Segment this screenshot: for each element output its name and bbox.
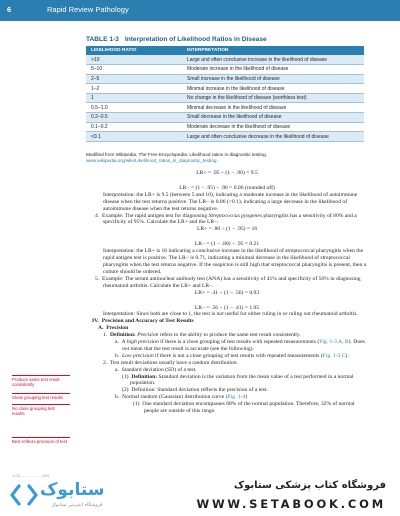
def-1a-text-end: mean that the test result is accurate (see the following). [129,345,254,352]
interpretation-paragraph-3 [86,311,368,318]
def-1-number: 1. [103,332,110,339]
watermark-store-name: فروشگاه کتاب پزشکی ستابوک [233,480,386,491]
interpretation-cell: Minimal decrease in the likelihood of disease [182,103,364,113]
margin-note-best-precision: Best reflects precision of test [12,439,67,444]
margin-note-no-grouping: No close grouping test results [12,406,55,417]
ratio-cell: >10 [86,55,182,65]
def-1-italic: Precision [137,332,159,339]
def-1-term: Definition: [110,332,136,339]
table-label: TABLE 1-3 [86,36,119,43]
interpretation-cell: Small decrease in the likelihood of disease [182,113,364,123]
definition-sd-precision: (2) Definition: Standard deviation reflects the precision of a test. [122,387,268,394]
ratio-cell: 0.5–1.0 [86,103,182,113]
interp-3-text-end: useful for either ruling in or ruling out rheumatoid arthritis. [223,311,358,318]
column-header-interpretation: INTERPRETATION [182,46,364,55]
gaussian-text: b. Normal random (Gaussian) distribution curve ( [115,394,228,401]
interpretation-cell: Moderate increase in the likelihood of disease [182,65,364,75]
gaussian-text-end: ) [245,394,248,401]
table-row [86,74,364,84]
def-1a-prefix: a. A [115,339,127,346]
table-header-row [86,46,364,55]
example-item-5: 5. Example: The serum antinuclear antibody test (ANA) has a sensitivity of 41% and specificity of 56% in diagnosing rheumatoid arthritis. Calculate the LR+ and LR−. [95,275,361,289]
item-random-distribution: 2. Test result deviations usually have a random distribution. [103,359,238,366]
table-row [86,122,364,132]
item-one-sd: (1) One standard deviation encompasses 68% of the normal population. Therefore, 32% of normal people are outside of this range. [133,401,355,415]
ratio-cell: 0.2–0.5 [86,113,182,123]
section-heading-iv: IV. Precision and Accuracy of Test Results [92,318,194,325]
margin-rule [12,375,70,376]
def-1a-emphasis: not [122,345,130,352]
table-source-note [86,152,366,164]
example-4-text-end: pharyngitis has a sensitivity of 80% and a specificity of 95%. Calculate the LR+ and the LR−. [103,212,357,226]
definition-standard-deviation [86,374,368,388]
definition-high-precision [86,339,368,353]
watermark-url[interactable]: WWW.SETABOOK.COM [196,497,386,511]
def-1a-italic: high precision [126,339,159,346]
table-row [86,113,364,123]
equation-lr-negative-1: LR− = (1 − .95) ÷ .90 = 0.06 (rounded off) [179,184,275,191]
page-header-bar [0,0,400,21]
interp-3-emphasis: not [216,311,224,318]
def-1a-text: if there is a close grouping of test results with repeated measurements ( [158,339,320,346]
def-1b-text-end: ). [345,352,349,359]
table-row [86,84,364,94]
interpretation-cell: Minimal increase in the likelihood of disease [182,84,364,94]
example-4-organism: Streptococcus pyogenes [208,212,262,219]
logo-text: ستابوک [40,480,105,500]
example-item-4 [86,213,368,227]
interpretation-paragraph-2: Interpretation: the LR+ is 16 indicating a conclusive increase in the likelihood of streptococcal pharyngitis when the rapid antigen test is positive. The LR− is 0.71, indicating a minimal decrease in the likelihood of streptococcal pharyngitis when the test returns negative. If the suspicion is still high that streptococcal pharyngitis is present, then a culture should be ordered. [103,248,367,275]
column-header-ratio: LIKELIHOOD RATIO [86,46,182,55]
example-4-text: 4. Example: The rapid antigen test for diagnosing [95,212,209,219]
definition-low-precision [86,353,368,360]
equation-lr-positive-2: LR+ = .80 ÷ (1 − .95) = 16 [196,226,258,233]
figure-ref-1-3ab[interactable]: Fig. 1-3 A, B [319,339,349,346]
definition-precision [86,332,368,339]
equation-lr-positive-1: LR+ = .95 ÷ (1 − .90) = 9.5 [196,170,258,176]
source-text: Modified from Wikipedia, The Free Encyclopedia: Likelihood ratios in diagnostic testing. [86,152,267,157]
table-row [86,132,364,142]
margin-rule [12,404,70,405]
def-1b-prefix: b. [115,352,122,359]
ratio-cell: 1 [86,93,182,103]
ratio-cell: 1–2 [86,84,182,94]
footer-code: 1-02-...................000 [12,473,50,478]
ratio-cell: 0.1–0.2 [86,122,182,132]
table-row [86,93,364,103]
table-title: Interpretation of Likelihood Ratios in Disease [124,36,267,43]
table-row [86,65,364,75]
sd-def-number: (1) [122,373,132,380]
def-1b-text: if there is not a close grouping of test results with repeated measurements ( [153,352,323,359]
margin-note-close-grouping: Close grouping test results [12,395,63,400]
interpretation-cell: Moderate decrease in the likelihood of disease [182,122,364,132]
ratio-cell: 2–5 [86,74,182,84]
margin-note-consistency: Produce same test result consistently [12,377,60,388]
sd-def-term: Definition: [131,373,158,380]
margin-rule [12,437,70,438]
source-link[interactable]: www.wikipedia.org/wiki/Likelihood_ratios_in_diagnostic_testing. [86,158,218,163]
ratio-cell: 5–10 [86,65,182,75]
def-1b-italic: Low precision [122,352,154,359]
interpretation-cell: Large and often conclusive decrease in the likelihood of disease [182,132,364,142]
logo-subtitle: فروشگاه اینترنتی ستابوک [51,503,103,508]
def-1-text: refers to the ability to produce the same test result consistently. [158,332,301,339]
figure-ref-1-4[interactable]: Fig. 1-4 [227,394,246,401]
table-row [86,55,364,65]
interpretation-cell: Small increase in the likelihood of disease [182,74,364,84]
likelihood-ratio-table [86,46,364,142]
page-number: 6 [7,5,12,14]
interpretation-paragraph-1: Interpretation: the LR+ is 9.5 (between 5 and 10), indicating a moderate increase in the likelihood of autoimmune disease when the test returns positive. The LR− is 0.06 (<0.1), indicating a large decrease in the likelihood of autoimmune disease when the test returns negative. [103,191,358,212]
section-heading-a: A. Precision [98,325,129,332]
figure-ref-1-3c[interactable]: Fig. 1-3 C [322,352,346,359]
main-text [86,170,368,415]
table-row [86,103,364,113]
book-title: Rapid Review Pathology [47,5,129,14]
equation-lr-negative-2: LR− = (1 − .80) ÷ .95 = 0.21 [194,241,260,248]
def-1a-text-2: ). Does [348,339,365,346]
interpretation-cell: Large and often conclusive increase in the likelihood of disease [182,55,364,65]
margin-rule [12,393,70,394]
item-standard-deviation: a. Standard deviation (SD) of a test. [115,366,197,373]
ratio-cell: <0.1 [86,132,182,142]
equation-lr-positive-3: LR+ = .41 ÷ (1 − .56) = 0.93 [194,289,260,296]
sd-def-text: Standard deviation is the variation from the mean value of a test performed in a normal population. [130,373,354,387]
equation-lr-negative-3: LR− = .56 ÷ (1 − .41) = 1.05 [194,304,260,311]
interp-3-text: Interpretation: Since both are close to 1, the test is [103,311,217,318]
table-caption [86,36,267,43]
interpretation-cell: No change in the likelihood of disease (worthless test) [182,93,364,103]
setabook-logo [6,478,116,514]
bracket-logo-icon [10,484,38,506]
